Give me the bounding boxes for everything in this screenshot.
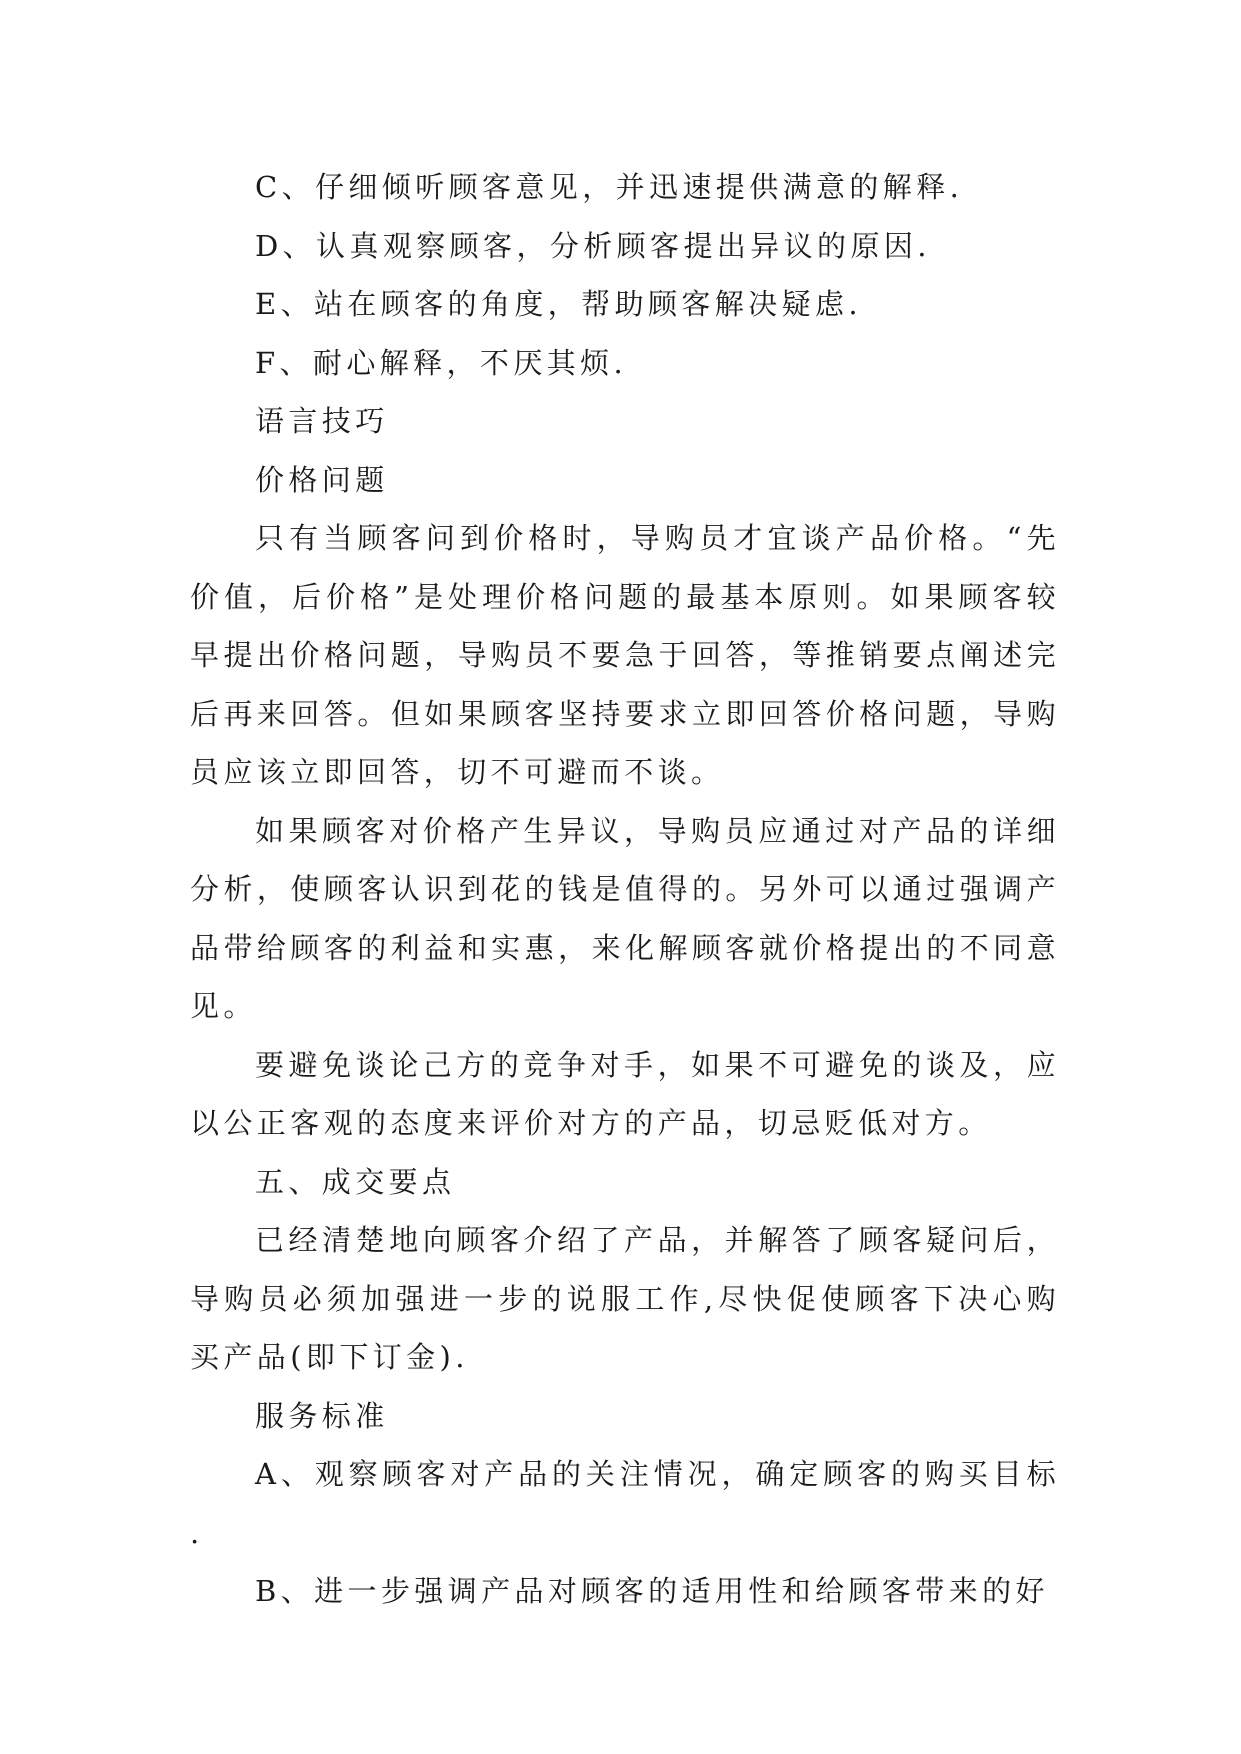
subheading-service-standards: 服务标准 — [255, 1398, 389, 1433]
document-body — [190, 158, 1060, 1621]
closing-paragraph: 已经清楚地向顾客介绍了产品，并解答了顾客疑问后，导购员必须加强进一步的说服工作,尽快促使顾客下决心购买产品(即下订金). — [190, 1223, 1060, 1374]
option-a-paragraph: A、观察顾客对产品的关注情况，确定顾客的购买目标. — [190, 1457, 1060, 1550]
competitor-paragraph: 要避免谈论己方的竞争对手，如果不可避免的谈及，应以公正客观的态度来评价对方的产品，切忌贬低对方。 — [190, 1047, 1060, 1140]
price-objection-paragraph: 如果顾客对价格产生异议，导购员应通过对产品的详细分析，使顾客认识到花的钱是值得的。另外可以通过强调产品带给顾客的利益和实惠，来化解顾客就价格提出的不同意见。 — [190, 813, 1060, 1023]
option-f-paragraph: F、耐心解释，不厌其烦. — [255, 345, 628, 380]
option-e-paragraph: E、站在顾客的角度，帮助顾客解决疑虑. — [255, 287, 862, 321]
price-principle-paragraph: 只有当顾客问到价格时，导购员才宜谈产品价格。“先价值，后价格”是处理价格问题的最基本原则。如果顾客较早提出价格问题，导购员不要急于回答，等推销要点阐述完后再来回答。但如果顾客坚持要求立即回答价格问题，导购员应该立即回答，切不可避而不谈。 — [190, 521, 1060, 789]
subheading-price-issues: 价格问题 — [255, 462, 389, 497]
section-heading-closing-points: 五、成交要点 — [255, 1164, 456, 1199]
option-b-paragraph: B、进一步强调产品对顾客的适用性和给顾客带来的好 — [255, 1574, 1049, 1608]
option-c-paragraph: C、仔细倾听顾客意见，并迅速提供满意的解释. — [255, 170, 964, 204]
section-heading-language-skills: 语言技巧 — [255, 404, 389, 438]
option-d-paragraph: D、认真观察顾客，分析顾客提出异议的原因. — [255, 228, 931, 263]
